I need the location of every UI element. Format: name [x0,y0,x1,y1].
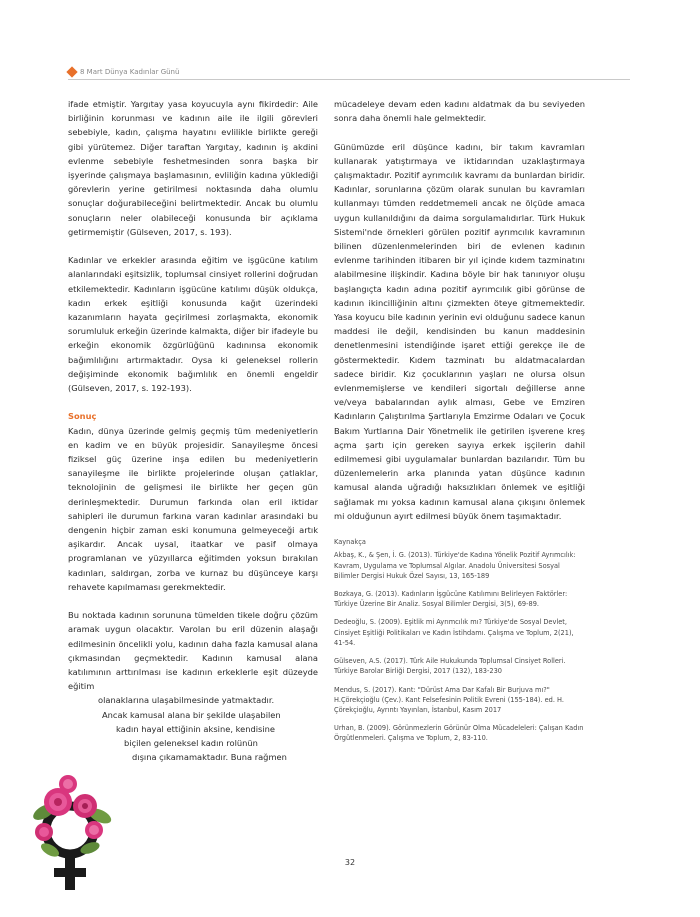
references [334,537,585,743]
paragraph-line: Ancak kamusal alana bir şekilde ulaşabilen [102,709,281,720]
page-header [68,65,630,81]
paragraph: ifade etmiştir. Yargıtay yasa koyucuyla aynı fikirdedir: Aile birliğinin korunması ve kadının aile ile ilgili görevleri sebebiyle, kadın, çalışma hayatını evlilikle birlikte gereği gibi yürütemez. Diğer taraftan Yargıtay, kadının iş akdini evlenme sebebiyle feshetmesinden sonra başka bir işyerinde çalışmaya başlamasının, evliliğin kadına yüklediği görevlerin yerine getirilmesi noktasında daha olumlu sonuçlar doğurabileceğini belirtmektedir. Ancak bu olumlu sonuçların neler olabileceği konusunda bir açıklama getirmemiştir (Gülseven, 2017, s. 193). [68,99,318,237]
rose-female-symbol-icon [30,772,126,892]
right-column [334,97,585,752]
left-column [68,97,318,765]
paragraph-line: biçilen geleneksel kadın rolünün [124,738,258,749]
paragraph-line: kadın hayal ettiğinin aksine, kendisine [116,723,276,734]
section-heading: Sonuç [68,411,97,422]
paragraph-line: olanaklarına ulaşabilmesinde yatmaktadır. [98,695,275,706]
reference-item: Bozkaya, G. (2013). Kadınların İşgücüne Katılımını Belirleyen Faktörler: Türkiye Üzerine Bir Analiz. Sosyal Bilimler Dergisi, 3(5), 69-89. [334,590,568,609]
paragraph: mücadeleye devam eden kadını aldatmak da bu seviyeden sonra daha önemli hale gelmektedir. [334,99,585,124]
reference-item: Gülseven, A.S. (2017). Türk Aile Hukukunda Toplumsal Cinsiyet Rolleri. Türkiye Barolar Birliği Dergisi, 2017 (132), 183-230 [334,657,566,676]
paragraph: Kadınlar ve erkekler arasında eğitim ve işgücüne katılım alanlarındaki eşitsizlik, toplumsal cinsiyet rollerini doğrudan etkilemektedir. Kadınların işgücüne katılımı düşük oldukça, kadın erkek eşitliği konusunda kağıt üzerindeki kazanımların hayata geçirilmesi zorlaşmakta, ekonomik sorumluluk erkeğin üzerinde kalmakta, diğer bir ifadeyle bu erkeğin ekonomik özgürlüğünü kadınınsa ekonomik bağımlılığını artırmaktadır. Oysa ki geleneksel rollerin değişiminde ekonomik bağımlılık en önemli engeldir (Gülseven, 2017, s. 192-193). [68,255,318,394]
header-rule [68,79,630,80]
header-title: 8 Mart Dünya Kadınlar Günü [80,68,180,76]
references-title: Kaynakça [334,538,366,547]
page-number: 32 [344,858,356,867]
diamond-bullet-icon [66,66,77,77]
paragraph: Kadın, dünya üzerinde gelmiş geçmiş tüm medeniyetlerin en kadim ve en büyük projesidir. Sanayileşme öncesi fiziksel güç üzerine inşa edilen bu medeniyetlerin sanayileşme ile birlikte projelerinde oluşan çatlaklar, teknolojinin de gelişmesi ile birlikte her geçen gün derinleşmektedir. Durumun farkında olan eril iktidar sahipleri ile durumun farkına varan kadınlar arasındaki bu dengenin hiçbir zaman eski konumuna gelmeyeceği artık aşikardır. Ancak uysal, itaatkar ve pasif olmaya programlanan ve yüzyıllarca eğitimden yoksun bırakılan kadınları, saldırgan, zorba ve kurnaz bu düşünceye karşı rehavete kapılmaması gerekmektedir. [68,425,318,592]
paragraph-line: dışına çıkamamaktadır. Buna rağmen [132,752,287,763]
reference-item: Urhan, B. (2009). Görünmezlerin Görünür Olma Mücadeleleri: Çalışan Kadın Örgütlenmeleri. Çalışma ve Toplum, 2, 83-110. [334,724,584,743]
reference-item: Akbaş, K., & Şen, İ. G. (2013). Türkiye'de Kadına Yönelik Pozitif Ayrımcılık: Kavram, Uygulama ve Toplumsal Algılar. Anadolu Üniversitesi Sosyal Bilimler Dergisi Hukuk Özel Sayısı, 13, 165-189 [334,551,576,580]
reference-item: Mendus, S. (2017). Kant: "Dürüst Ama Dar Kafalı Bir Burjuva mı?" H.Çörekçioğlu (Çev.). Kant Felsefesinin Politik Evreni (155-184). ed. H. Çörekçioğlu, Ayrıntı Yayınları, İstanbul, Kasım 2017 [334,685,564,714]
paragraph: Günümüzde eril düşünce kadını, bir takım kavramları kullanarak yatıştırmaya ve iktidarından uzaklaştırmaya çalışmaktadır. Pozitif ayrımcılık kavramı da bunlardan biridir. Kadınlar, sorunlarına çözüm olarak sunulan bu kavramları kullanmayı tümden reddetmemeli ancak ne ölçüde amaca uygun kullanıldığını da daima sorgulamalıdırlar. Türk Hukuk Sistemi'nde örnekleri görülen pozitif ayrımcılık kavramının bilinen düzenlenmelerinden biri de evlenen kadının evlenme tarihinden itibaren bir yıl içinde kıdem tazminatını alabilmesine ilişkindir. Kadına böyle bir hak tanınıyor oluşu başlangıçta kadın adına pozitif ayrımcılık gibi görünse de kadının ikincilliğinin altını çizmekten öteye gitmemektedir. Yasa koyucu bile kadının yerinin evi olduğunu sadece kanun maddesi ile değil, kendisinden bu kanun maddesinin denetlenmesini istendiğinde işaret ettiği gerekçe ile de göstermektedir. Kıdem tazminatı bu aldatmacalardan sadece biridir. Kız çocuklarının yaşları ne olursa olsun evlenmemişlerse ve kendileri sigortalı değillerse anne ve/veya babalarından aylık alması, Gebe ve Emziren Kadınların Çalıştırılma Şartlarıyla Emzirme Odaları ve Çocuk Bakım Yurtlarına Dair Yönetmelik ile getirilen işverene kreş açma şartı için gereken sayıya erkek işçilerin dahil edilmemesi gibi uygulamalar bunlardan bazılarıdır. Tüm bu düzenlemelerin arka planında yatan düşünce kadının kamusal alanda uğradığı haksızlıkları önlemek ve eşitliği sağlamak mı yoksa kadının kamusal alana çıkışını önlemek mi olduğunun ayırt edilmesi büyük önem taşımaktadır. [334,141,585,521]
paragraph: Bu noktada kadının sorununa tümelden tikele doğru çözüm aramak uygun olacaktır. Varolan bu eril düzenin alaşağı edilmesinin öncelikli yolu, kadının daha fazla kamusal alana çıkmasından geçmektedir. Kadının kamusal alana katılımının arttırılması ise kadının erkeklerle eşit düzeyde eğitim [68,610,318,692]
reference-item: Dedeoğlu, S. (2009). Eşitlik mi Ayrımcılık mı? Türkiye'de Sosyal Devlet, Cinsiyet Eşitliği Politikaları ve Kadın İstihdamı. Çalışma ve Toplum, 2(21), 41-54. [334,618,574,647]
